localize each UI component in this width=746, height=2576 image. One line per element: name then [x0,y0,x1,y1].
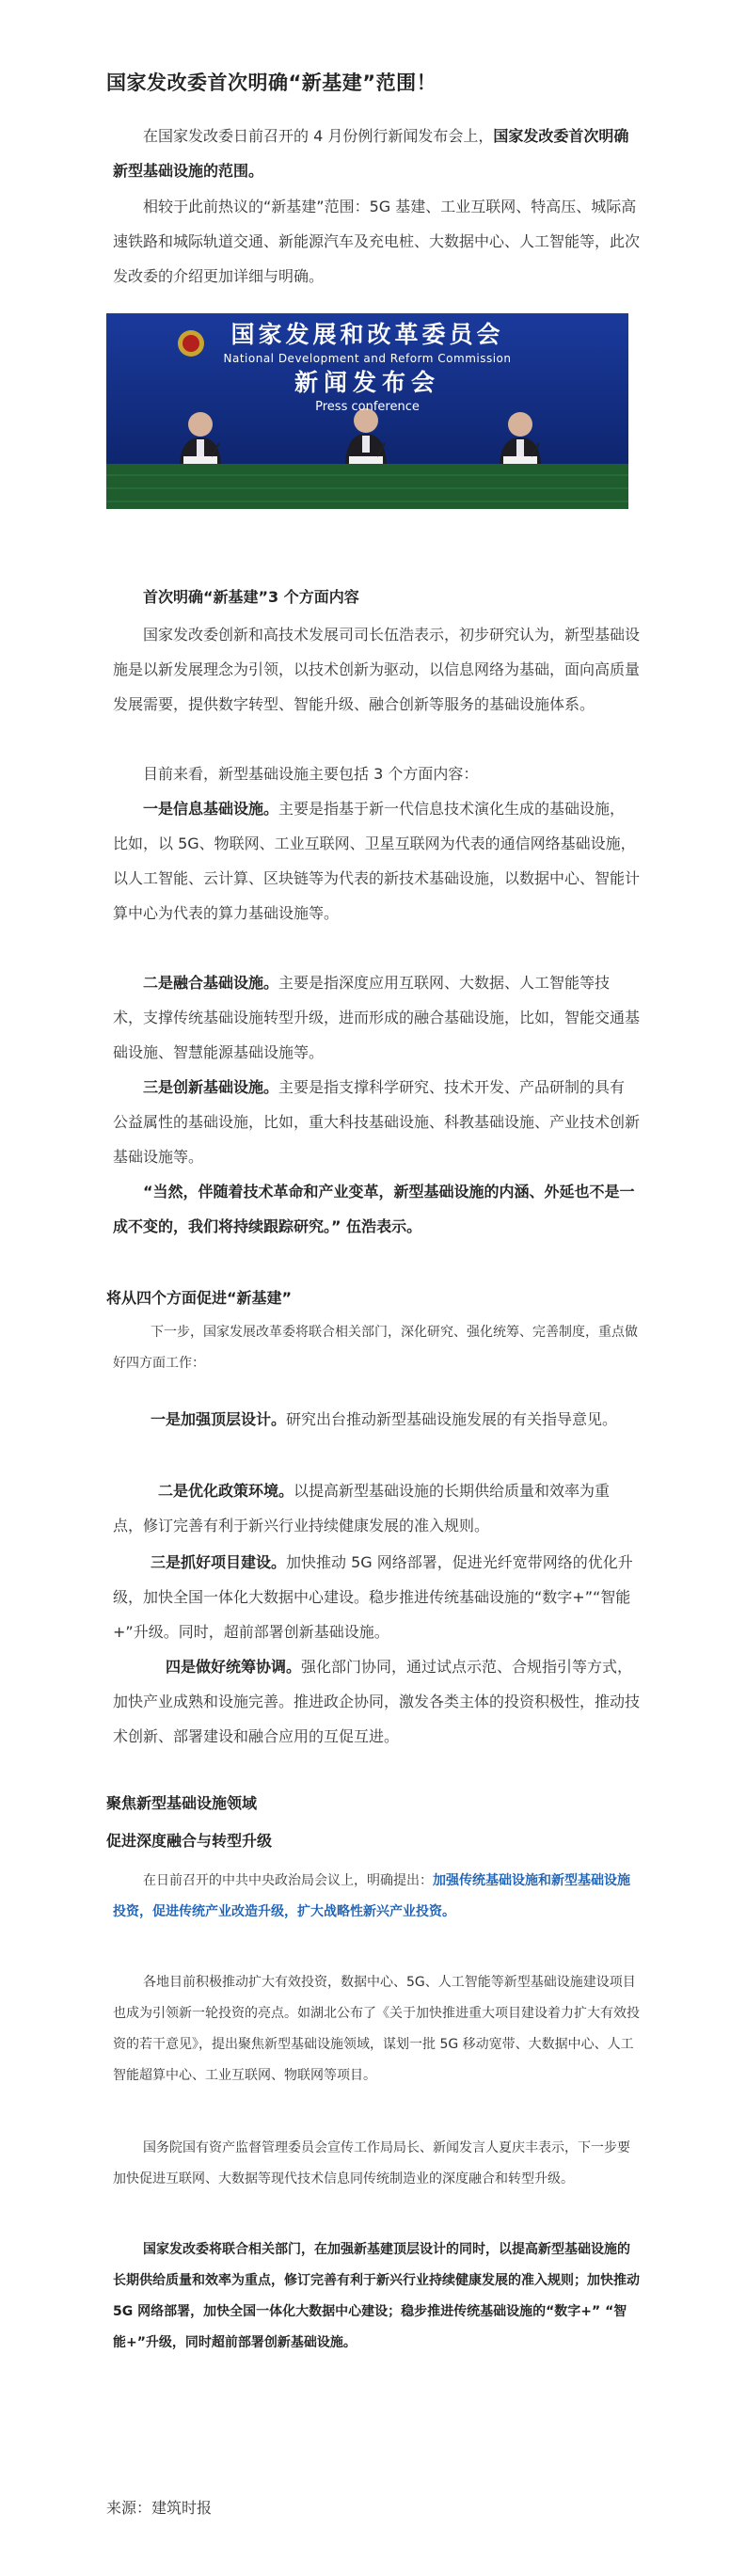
intro-text: 在国家发改委日前召开的 4 月份例行新闻发布会上， [143,127,494,145]
highlighted-quote: 加强传统基础设施和新型基础设施投资，促进传统产业改造升级，扩大战略性新兴产业投资。 [113,1873,630,1919]
intro-paragraph-1 [113,119,640,188]
section-1-paragraph-4: 二是融合基础设施。主要是指深度应用互联网、大数据、人工智能等技术，支撑传统基础设施转型升级，进而形成的融合基础设施，比如，智能交通基础设施、智慧能源基础设施等。 [113,974,641,1061]
intro-bold: 国家发改委首次明确新型基础设施的范围。 [113,127,629,180]
section-2-paragraph-2: 一是加强顶层设计。研究出台推动新型基础设施发展的有关指导意见。 [151,1410,618,1428]
section-3-paragraph-3: 国务院国有资产监督管理委员会宣传工作局局长、新闻发言人夏庆丰表示，下一步要加快促进互联网、大数据等现代技术信息同传统制造业的深度融合和转型升级。 [113,2140,630,2186]
section-1-paragraph-3: 一是信息基础设施。主要是指基于新一代信息技术演化生成的基础设施，比如，以 5G、物联网、工业互联网、卫星互联网为代表的通信网络基础设施，以人工智能、云计算、区块链等为代表的新技术基础设施，以数据中心、智能计算中心为代表的算力基础设施等。 [113,800,641,922]
section-1-paragraph-5: 三是创新基础设施。主要是指支撑科学研究、技术开发、产品研制的具有公益属性的基础设施，比如，重大科技基础设施、科教基础设施、产业技术创新基础设施等。 [113,1078,641,1166]
section-2-paragraph-1: 下一步，国家发展改革委将联合相关部门，深化研究、强化统筹、完善制度，重点做好四方面工作： [113,1325,638,1371]
article-source: 来源：建筑时报 [106,2499,213,2517]
intro-paragraph-2 [113,189,640,294]
section-2-paragraph-4: 三是抓好项目建设。加快推动 5G 网络部署，促进光纤宽带网络的优化升级，加快全国一体化大数据中心建设。稳步推进传统基础设施的“数字+”“智能+”升级。同时，超前部署创新基础设施。 [113,1553,633,1641]
banner-event-en: Press conference [315,400,420,414]
banner-event-cn: 新闻发布会 [294,369,440,396]
banner-org-en: National Development and Reform Commission [223,352,512,365]
press-conference-photo [106,313,628,509]
article-title: 国家发改委首次明确“新基建”范围！ [106,72,437,94]
section-3-paragraph-1: 在日前召开的中共中央政治局会议上，明确提出：加强传统基础设施和新型基础设施投资，促进传统产业改造升级，扩大战略性新兴产业投资。 [113,1873,630,1919]
section-1-heading: 首次明确“新基建”3 个方面内容 [143,588,359,606]
intro-2-text: 相较于此前热议的“新基建”范围：5G 基建、工业互联网、特高压、城际高速铁路和城际轨道交通、新能源汽车及充电桩、大数据中心、人工智能等，此次发改委的介绍更加详细与明确。 [113,198,641,285]
green-table [106,464,628,509]
section-1-paragraph-6: “当然，伴随着技术革命和产业变革，新型基础设施的内涵、外延也不是一成不变的，我们将持续跟踪研究。” 伍浩表示。 [113,1183,635,1235]
section-3-subheading: 促进深度融合与转型升级 [106,1832,273,1850]
section-2-heading: 将从四个方面促进“新基建” [106,1289,293,1307]
section-3-paragraph-2: 各地目前积极推动扩大有效投资，数据中心、5G、人工智能等新型基础设施建设项目也成为引领新一轮投资的亮点。如湖北公布了《关于加快推进重大项目建设着力扩大有效投资的若干意见》，提出聚焦新型基础设施领域，谋划一批 5G 移动宽带、大数据中心、人工智能超算中心、工业互联网、物联网等项目。 [113,1975,640,2083]
section-3-heading: 聚焦新型基础设施领域 [106,1794,258,1812]
section-2-paragraph-3: 二是优化政策环境。以提高新型基础设施的长期供给质量和效率为重点，修订完善有利于新兴行业持续健康发展的准入规则。 [113,1482,611,1534]
section-1-paragraph-2: 目前来看，新型基础设施主要包括 3 个方面内容： [143,765,479,783]
section-1-paragraph-1: 国家发改委创新和高技术发展司司长伍浩表示，初步研究认为，新型基础设施是以新发展理念为引领，以技术创新为驱动，以信息网络为基础，面向高质量发展需要，提供数字转型、智能升级、融合创新等服务的基础设施体系。 [113,626,641,713]
section-2-paragraph-5: 四是做好统筹协调。强化部门协同，通过试点示范、合规指引等方式，加快产业成熟和设施完善。推进政企协同，激发各类主体的投资积极性，推动技术创新、部署建设和融合应用的互促互进。 [113,1658,641,1745]
section-3-paragraph-4: 国家发改委将联合相关部门，在加强新基建顶层设计的同时，以提高新型基础设施的长期供给质量和效率为重点，修订完善有利于新兴行业持续健康发展的准入规则；加快推动 5G 网络部署，加快全国一体化大数据中心建设；稳步推进传统基础设施的“数字+” “智能+”升级，同时超前部署创新基础设施。 [113,2242,640,2350]
banner-org-cn: 国家发展和改革委员会 [230,321,504,348]
photo-banner [106,319,628,415]
